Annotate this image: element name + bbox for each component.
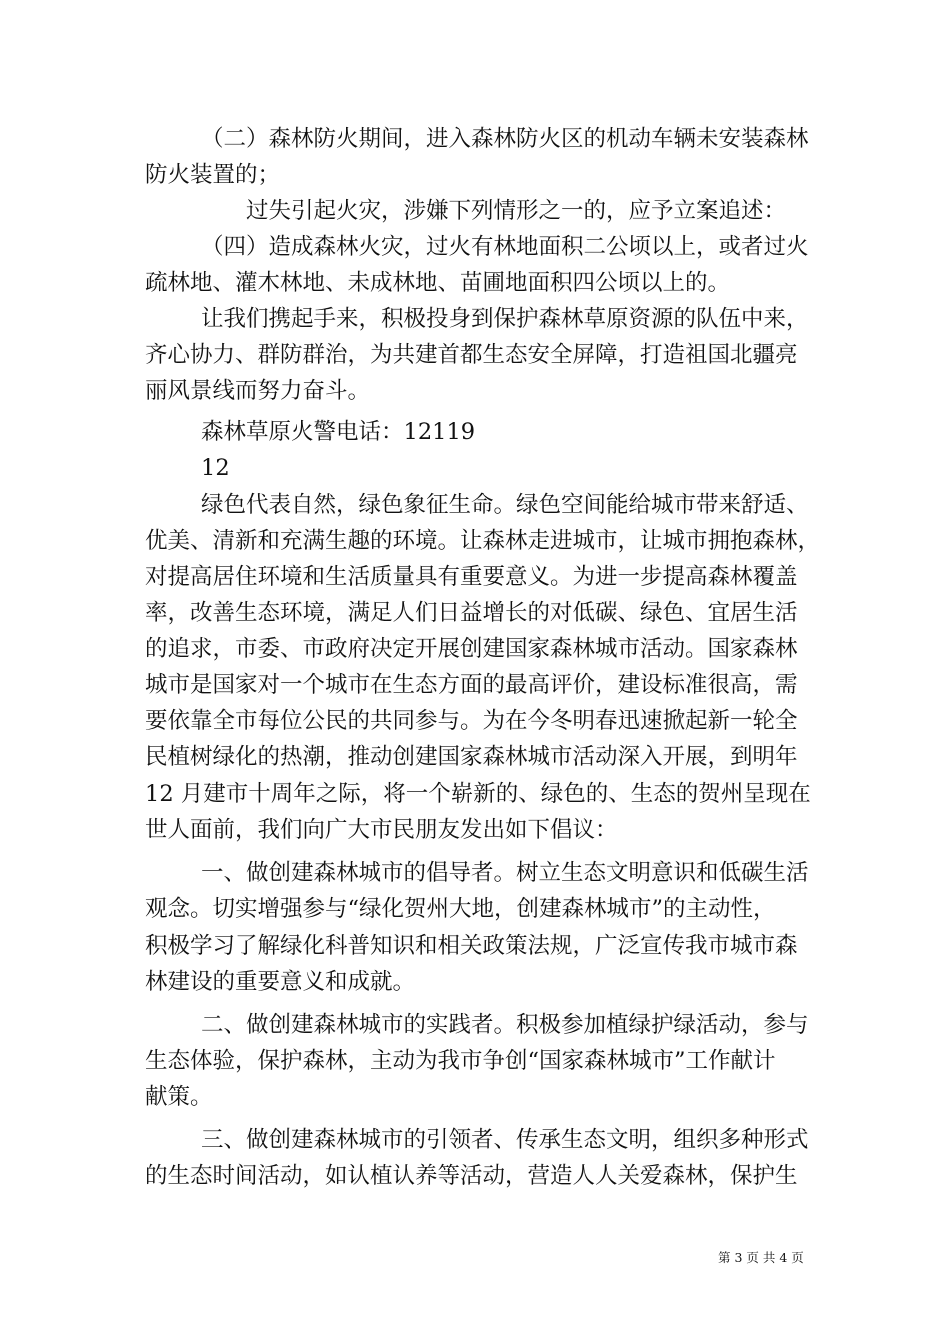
paragraph-line: 率，改善生态环境，满足人们日益增长的对低碳、绿色、宜居生活 — [145, 600, 798, 626]
paragraph-line: 的生态时间活动，如认植认养等活动，营造人人关爱森林，保护生 — [145, 1163, 798, 1189]
paragraph-line: 三、做创建森林城市的引领者、传承生态文明，组织多种形式 — [201, 1127, 809, 1153]
paragraph-line: 要依靠全市每位公民的共同参与。为在今冬明春迅速掀起新一轮全 — [145, 708, 798, 734]
paragraph-line: 防火装置的； — [145, 162, 281, 188]
page-number: 第 3 页 共 4 页 — [718, 1250, 804, 1265]
paragraph-line: 丽风景线而努力奋斗。 — [145, 378, 371, 404]
paragraph-line: 疏林地、灌木林地、未成林地、苗圃地面积四公顷以上的。 — [145, 270, 731, 296]
paragraph-line: （二）森林防火期间，进入森林防火区的机动车辆未安装森林 — [201, 126, 809, 152]
paragraph-line: 世人面前，我们向广大市民朋友发出如下倡议： — [145, 817, 618, 843]
paragraph-line: 绿色代表自然，绿色象征生命。绿色空间能给城市带来舒适、 — [201, 492, 809, 518]
paragraph-line: 齐心协力、群防群治，为共建首都生态安全屏障，打造祖国北疆亮 — [145, 342, 798, 368]
paragraph-line: 生态体验，保护森林，主动为我市争创“国家森林城市”工作献计 — [145, 1048, 776, 1074]
paragraph-line: 12 月建市十周年之际，将一个崭新的、绿色的、生态的贺州呈现在 — [145, 781, 811, 807]
paragraph-line: 对提高居住环境和生活质量具有重要意义。为进一步提高森林覆盖 — [145, 564, 798, 590]
paragraph-line: 民植树绿化的热潮，推动创建国家森林城市活动深入开展，到明年 — [145, 744, 798, 770]
paragraph-line: 让我们携起手来，积极投身到保护森林草原资源的队伍中来， — [201, 306, 809, 332]
paragraph-line: 优美、清新和充满生趣的环境。让森林走进城市，让城市拥抱森林， — [145, 528, 821, 554]
paragraph-line: 过失引起火灾，涉嫌下列情形之一的，应予立案追述： — [246, 198, 787, 224]
paragraph-line: 12 — [201, 455, 230, 481]
paragraph-line: 城市是国家对一个城市在生态方面的最高评价，建设标准很高，需 — [145, 672, 798, 698]
paragraph-line: 林建设的重要意义和成就。 — [145, 969, 416, 995]
paragraph-line: 献策。 — [145, 1084, 213, 1110]
paragraph-line: 积极学习了解绿化科普知识和相关政策法规，广泛宣传我市城市森 — [145, 933, 798, 959]
paragraph-line: 观念。切实增强参与“绿化贺州大地，创建森林城市”的主动性， — [145, 896, 776, 922]
paragraph-line: 一、做创建森林城市的倡导者。树立生态文明意识和低碳生活 — [201, 860, 809, 886]
paragraph-line: （四）造成森林火灾，过火有林地面积二公顷以上，或者过火 — [201, 234, 809, 260]
paragraph-line: 二、做创建森林城市的实践者。积极参加植绿护绿活动，参与 — [201, 1012, 809, 1038]
paragraph-line: 的追求，市委、市政府决定开展创建国家森林城市活动。国家森林 — [145, 636, 798, 662]
paragraph-line: 森林草原火警电话：12119 — [201, 419, 476, 445]
